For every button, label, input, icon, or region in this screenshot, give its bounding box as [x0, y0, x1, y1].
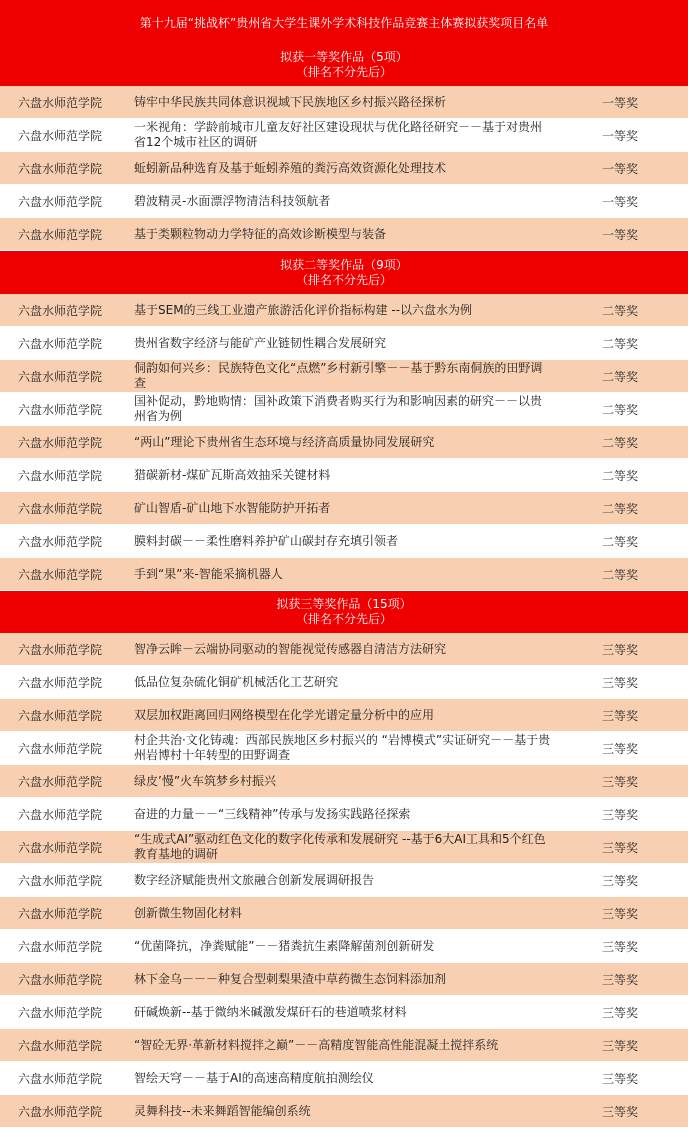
project-title-cell: 一米视角：学龄前城市儿童友好社区建设现状与优化路径研究－－基于对贵州省12个城市社区的调研	[134, 120, 543, 149]
project-title-cell: 手到“果”来-智能采摘机器人	[134, 566, 283, 581]
table-row	[0, 360, 688, 393]
award-cell: 一等奖	[601, 128, 638, 143]
school-cell: 六盘水师范学院	[18, 435, 103, 450]
award-cell: 三等奖	[601, 675, 638, 690]
award-cell: 三等奖	[601, 1104, 638, 1119]
table-row	[0, 294, 688, 327]
project-title-cell: 贵州省数字经济与能矿产业链韧性耦合发展研究	[134, 335, 387, 350]
school-cell: 六盘水师范学院	[18, 194, 103, 209]
table-row	[0, 393, 688, 426]
award-cell: 一等奖	[601, 95, 638, 110]
school-cell: 六盘水师范学院	[18, 840, 103, 855]
project-title-cell: 蚯蚓新品种选育及基于蚯蚓养殖的粪污高效资源化处理技术	[134, 160, 447, 175]
school-cell: 六盘水师范学院	[18, 972, 103, 987]
project-title-cell: “两山”理论下贵州省生态环境与经济高质量协同发展研究	[134, 434, 435, 449]
section-heading: 拟获二等奖作品（9项）	[280, 257, 408, 272]
school-cell: 六盘水师范学院	[18, 128, 103, 143]
award-cell: 三等奖	[601, 807, 638, 822]
award-cell: 二等奖	[601, 468, 638, 483]
school-cell: 六盘水师范学院	[18, 1104, 103, 1119]
school-cell: 六盘水师范学院	[18, 939, 103, 954]
award-cell: 二等奖	[601, 369, 638, 384]
table-row	[0, 327, 688, 360]
school-cell: 六盘水师范学院	[18, 1005, 103, 1020]
project-title-cell: 村企共治·文化铸魂：西部民族地区乡村振兴的 “岩博模式”实证研究－－基于贵州岩博村十年转型的田野调查	[134, 733, 551, 762]
table-row	[0, 459, 688, 492]
table-row	[0, 996, 688, 1029]
project-title-cell: 低品位复杂硫化铜矿机械活化工艺研究	[134, 674, 339, 689]
section-subheading: （排名不分先后）	[295, 612, 392, 626]
award-cell: 二等奖	[601, 567, 638, 582]
table-row	[0, 699, 688, 732]
award-cell: 三等奖	[601, 774, 638, 789]
table-row	[0, 152, 688, 185]
table-row	[0, 86, 688, 119]
school-cell: 六盘水师范学院	[18, 95, 103, 110]
table-row	[0, 963, 688, 996]
project-title-cell: 矿山智盾-矿山地下水智能防护开拓者	[134, 500, 331, 515]
table-row	[0, 218, 688, 251]
project-title-cell: 绿皮’慢”火车筑梦乡村振兴	[134, 773, 277, 788]
project-title-cell: 数字经济赋能贵州文旅融合创新发展调研报告	[134, 872, 375, 887]
school-cell: 六盘水师范学院	[18, 402, 103, 417]
table-row	[0, 633, 688, 666]
section-header	[0, 44, 688, 86]
school-cell: 六盘水师范学院	[18, 675, 103, 690]
award-cell: 三等奖	[601, 840, 638, 855]
project-title-cell: “优菌降抗，净粪赋能”－－猪粪抗生素降解菌剂创新研发	[134, 938, 435, 953]
table-row	[0, 765, 688, 798]
table-row	[0, 426, 688, 459]
school-cell: 六盘水师范学院	[18, 567, 103, 582]
table-row	[0, 831, 688, 864]
project-title-cell: 基于SEM的三线工业遗产旅游活化评价指标构建 --以六盘水为例	[134, 302, 473, 317]
school-cell: 六盘水师范学院	[18, 708, 103, 723]
award-cell: 三等奖	[601, 972, 638, 987]
section-subheading: （排名不分先后）	[295, 272, 392, 287]
school-cell: 六盘水师范学院	[18, 534, 103, 549]
project-title-cell: 灵舞科技--未来舞蹈智能编创系统	[134, 1103, 311, 1118]
table-row	[0, 1029, 688, 1062]
school-cell: 六盘水师范学院	[18, 501, 103, 516]
section-heading: 拟获一等奖作品（5项）	[280, 50, 408, 64]
award-cell: 三等奖	[601, 1071, 638, 1086]
project-title-cell: 猎碳新材-煤矿瓦斯高效抽采关键材料	[134, 467, 331, 482]
page-title	[0, 0, 688, 44]
table-row	[0, 864, 688, 897]
project-title-cell: 奋进的力量－－“三线精神”传承与发扬实践路径探索	[134, 806, 411, 821]
table-row	[0, 798, 688, 831]
project-title-cell: 膜料封碳－－柔性磨料养护矿山碳封存充填引领者	[134, 533, 399, 548]
school-cell: 六盘水师范学院	[18, 741, 103, 756]
award-cell: 二等奖	[601, 534, 638, 549]
award-cell: 三等奖	[601, 642, 638, 657]
award-cell: 三等奖	[601, 708, 638, 723]
table-row	[0, 1095, 688, 1128]
project-title-cell: 基于类颗粒物动力学特征的高效诊断模型与装备	[134, 226, 387, 241]
project-title-cell: 双层加权距离回归网络模型在化学光谱定量分析中的应用	[134, 707, 435, 722]
project-title-cell: 林下金乌－－－种复合型刺梨果渣中草药微生态饲料添加剂	[134, 971, 447, 986]
school-cell: 六盘水师范学院	[18, 774, 103, 789]
award-cell: 二等奖	[601, 435, 638, 450]
award-cell: 二等奖	[601, 336, 638, 351]
school-cell: 六盘水师范学院	[18, 807, 103, 822]
table-row	[0, 930, 688, 963]
project-title-cell: “生成式AI”驱动红色文化的数字化传承和发展研究 --基于6大AI工具和5个红色教育基地的调研	[134, 832, 546, 861]
award-cell: 一等奖	[601, 161, 638, 176]
page-title-text: 第十九届“挑战杯”贵州省大学生课外学术科技作品竞赛主体赛拟获奖项目名单	[139, 15, 549, 30]
school-cell: 六盘水师范学院	[18, 468, 103, 483]
award-cell: 三等奖	[601, 939, 638, 954]
project-title-cell: 智绘天穹－－基于AI的高速高精度航拍测绘仪	[134, 1070, 374, 1085]
school-cell: 六盘水师范学院	[18, 906, 103, 921]
project-title-cell: 创新微生物固化材料	[134, 905, 243, 920]
school-cell: 六盘水师范学院	[18, 873, 103, 888]
project-title-cell: 侗韵如何兴乡：民族特色文化“点燃”乡村新引擎－－基于黔东南侗族的田野调查	[134, 361, 543, 390]
award-cell: 三等奖	[601, 906, 638, 921]
project-title-cell: 碧波精灵-水面漂浮物清洁科技领航者	[134, 193, 331, 208]
table-row	[0, 185, 688, 218]
award-cell: 三等奖	[601, 741, 638, 756]
award-cell: 二等奖	[601, 501, 638, 516]
table-row	[0, 666, 688, 699]
table-row	[0, 1062, 688, 1095]
school-cell: 六盘水师范学院	[18, 642, 103, 657]
award-cell: 二等奖	[601, 303, 638, 318]
award-cell: 二等奖	[601, 402, 638, 417]
table-row	[0, 558, 688, 591]
school-cell: 六盘水师范学院	[18, 161, 103, 176]
school-cell: 六盘水师范学院	[18, 227, 103, 242]
award-cell: 三等奖	[601, 873, 638, 888]
table-row	[0, 897, 688, 930]
section-header	[0, 591, 688, 633]
school-cell: 六盘水师范学院	[18, 1038, 103, 1053]
table-row	[0, 119, 688, 152]
section-heading: 拟获三等奖作品（15项）	[276, 597, 412, 611]
table-row	[0, 525, 688, 558]
section-subheading: （排名不分先后）	[295, 65, 392, 79]
award-cell: 三等奖	[601, 1038, 638, 1053]
sections-container	[0, 44, 688, 1128]
school-cell: 六盘水师范学院	[18, 336, 103, 351]
project-title-cell: 智净云眸－云端协同驱动的智能视觉传感器自清洁方法研究	[134, 641, 447, 656]
school-cell: 六盘水师范学院	[18, 1071, 103, 1086]
school-cell: 六盘水师范学院	[18, 303, 103, 318]
award-cell: 三等奖	[601, 1005, 638, 1020]
table-row	[0, 732, 688, 765]
school-cell: 六盘水师范学院	[18, 369, 103, 384]
project-title-cell: 国补促动，黔地购情：国补政策下消费者购买行为和影响因素的研究－－以贵州省为例	[134, 394, 543, 423]
project-title-cell: 铸牢中华民族共同体意识视域下民族地区乡村振兴路径探析	[134, 94, 447, 109]
table-row	[0, 492, 688, 525]
award-cell: 一等奖	[601, 227, 638, 242]
project-title-cell: 矸碱焕新--基于微纳米碱激发煤矸石的巷道喷浆材料	[134, 1004, 407, 1019]
project-title-cell: “智砼无界·革新材料搅拌之巅”－－高精度智能高性能混凝土搅拌系统	[134, 1037, 499, 1052]
section-header	[0, 251, 688, 294]
award-cell: 一等奖	[601, 194, 638, 209]
